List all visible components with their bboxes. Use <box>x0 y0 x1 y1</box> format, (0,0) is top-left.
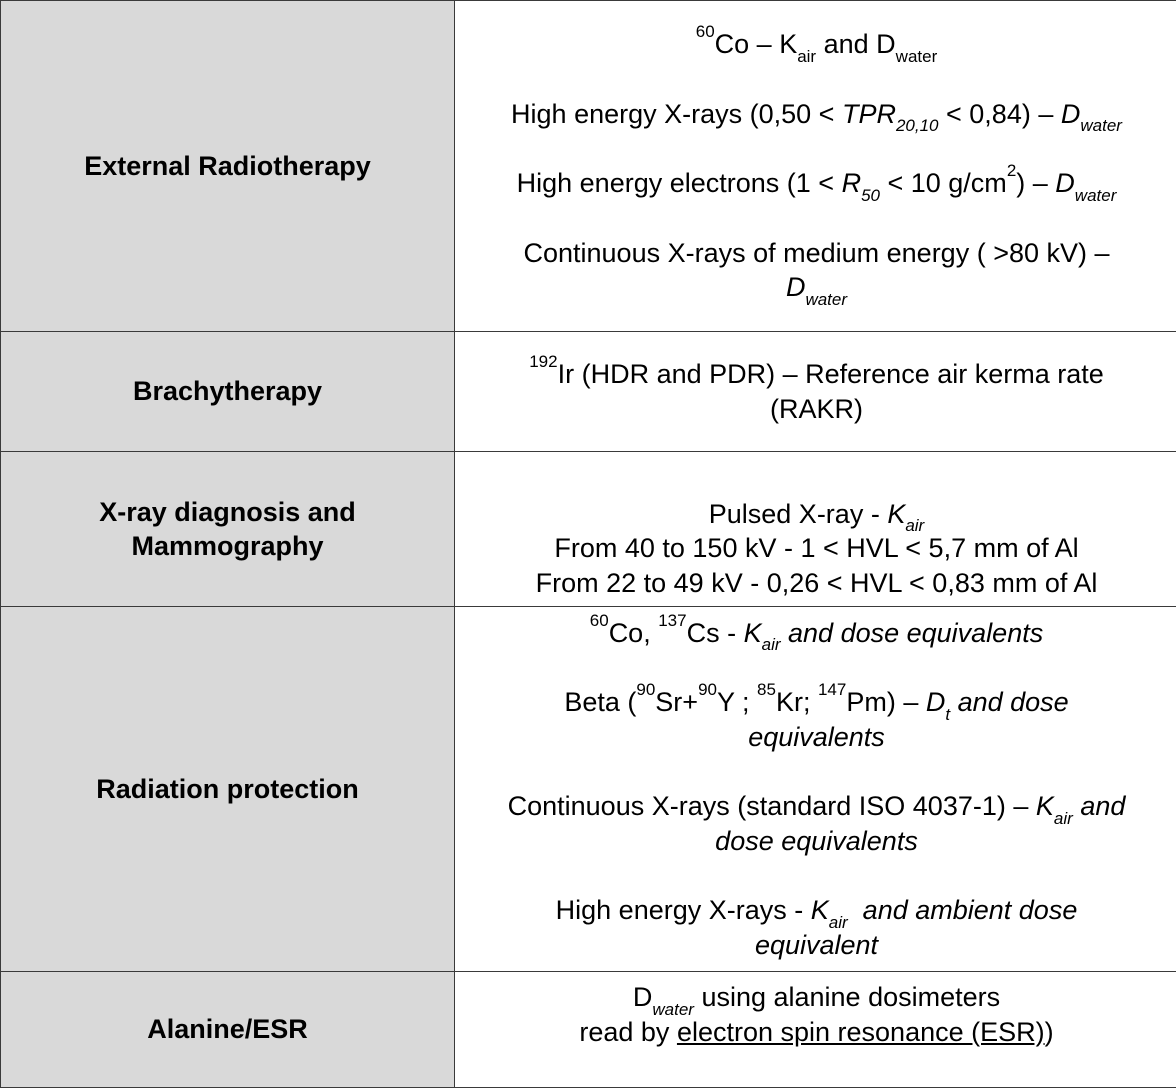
table-row <box>1 972 1176 1088</box>
esr-link[interactable]: electron spin resonance (ESR) <box>676 1016 1045 1047</box>
description-line: equivalent <box>754 929 879 960</box>
description-line: (RAKR) <box>770 393 863 424</box>
table-row <box>1 452 1176 607</box>
category-label: Alanine/ESR <box>147 1014 308 1045</box>
description-cell <box>455 452 1176 607</box>
description-cell <box>455 1 1176 332</box>
category-label: Brachytherapy <box>132 376 323 407</box>
table-row <box>1 1 1176 332</box>
table-row <box>1 332 1176 452</box>
description-line: High energy X-rays $(0,50 < TPR_{20,10} < 0,84) - D_{water}$ <box>511 98 1122 136</box>
table-row <box>1 607 1176 972</box>
description-line: Pulsed $X-ray - K_{air}$ <box>708 498 925 535</box>
description-cell <box>455 972 1176 1088</box>
description-cell <box>455 332 1176 452</box>
description-line: Continuous X-rays (standard ISO $4037-1) - K_{air}$ and <box>507 791 1126 828</box>
category-label: External Radiotherapy <box>84 150 371 181</box>
category-cell <box>1 607 455 972</box>
description-line: From 22 to 49 kV - 0,26 < HVL < 0,83 mm of Al <box>535 567 1098 598</box>
category-label: Mammography <box>131 531 324 561</box>
category-cell <box>1 972 455 1088</box>
description-line: $^{60}$Co, $^{137}Cs - K_{air}$ and dose equivalents <box>589 610 1044 655</box>
description-line: From 40 to 150 kV - 1 < HVL < 5,7 mm of Al <box>554 533 1079 563</box>
category-cell <box>1 452 455 607</box>
description-line: $D_{water}$ using alanine dosimeters <box>632 982 1001 1019</box>
category-cell <box>1 1 455 332</box>
description-line: $D_{water}$ <box>785 272 848 309</box>
category-cell <box>1 332 455 452</box>
description-line: dose equivalents <box>715 825 918 856</box>
category-label: Radiation protection <box>96 773 359 804</box>
description-cell <box>455 607 1176 972</box>
description-line: $^{192}$Ir (HDR and PDR) – Reference air kerma rate <box>529 352 1104 389</box>
description-line: High energy electrons ($1 < R_{50} < 10$ $g/cm^2) - D_{water}$ <box>516 161 1117 205</box>
description-line: read by electron spin resonance (ESR)) <box>579 1016 1054 1047</box>
description-line: $^{60}Co - K_{air}$ and $D_{water}$ <box>695 22 938 66</box>
category-label: X-ray diagnosis and <box>99 496 356 527</box>
description-line: equivalents <box>748 721 885 752</box>
description-line: Beta ($^{90}$Sr+$^{90}$Y ; $^{85}$Kr; $^{147}Pm) - D_t$ and dose <box>564 680 1069 724</box>
description-line: High energy X-rays - $K_{air}$ and ambient dose <box>555 895 1078 932</box>
description-line: Continuous X-rays of medium energy ( >80 kV) – <box>523 237 1110 268</box>
